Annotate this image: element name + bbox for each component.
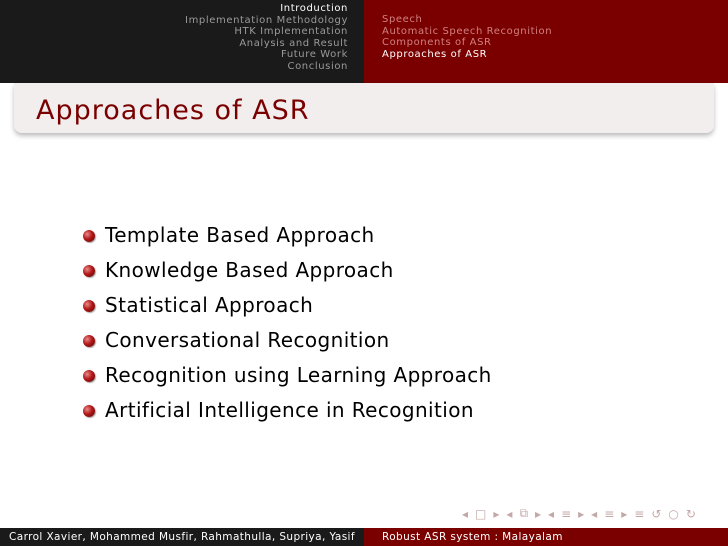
bullet-text: Template Based Approach bbox=[105, 223, 375, 247]
nav-section-htk-implementation[interactable]: HTK Implementation bbox=[234, 26, 348, 38]
align-icon[interactable]: ≡ bbox=[634, 506, 645, 521]
subsection-icon[interactable]: ≡ bbox=[561, 506, 572, 521]
slide-icon[interactable]: □ bbox=[475, 506, 487, 521]
bullet-item bbox=[80, 395, 492, 430]
search-icon[interactable]: ○ bbox=[668, 506, 679, 521]
nav-subsection-approaches[interactable]: Approaches of ASR bbox=[382, 48, 488, 60]
bullet-icon bbox=[83, 335, 95, 347]
search-forward-icon[interactable]: ↻ bbox=[685, 506, 696, 521]
frame-icon[interactable]: ⧉ bbox=[519, 506, 529, 520]
slide-prev-icon[interactable]: ◂ bbox=[462, 506, 469, 521]
nav-subsection-components[interactable]: Components of ASR bbox=[382, 37, 492, 49]
footer-authors: Carrol Xavier, Mohammed Musfir, Rahmathulla, Supriya, Yasif bbox=[0, 528, 364, 546]
header-nav bbox=[0, 0, 728, 83]
bullet-icon bbox=[83, 230, 95, 242]
nav-section-implementation-methodology[interactable]: Implementation Methodology bbox=[185, 14, 348, 26]
bullet-icon bbox=[83, 405, 95, 417]
bullet-item bbox=[80, 325, 492, 360]
bullet-icon bbox=[83, 265, 95, 277]
bullet-item bbox=[80, 220, 492, 255]
bullet-icon bbox=[83, 300, 95, 312]
nav-subsection-asr[interactable]: Automatic Speech Recognition bbox=[382, 25, 553, 37]
bullet-list bbox=[80, 220, 492, 430]
subsection-nav bbox=[364, 0, 728, 83]
frame-title-bar bbox=[14, 83, 714, 133]
frame-next-icon[interactable]: ▸ bbox=[535, 506, 542, 521]
section-prev-icon[interactable]: ◂ bbox=[591, 506, 598, 521]
bullet-text: Artificial Intelligence in Recognition bbox=[105, 398, 474, 422]
bullet-text: Recognition using Learning Approach bbox=[105, 363, 492, 387]
frame-prev-icon[interactable]: ◂ bbox=[506, 506, 513, 521]
footer-short-title: Robust ASR system : Malayalam bbox=[364, 528, 728, 546]
bullet-text: Statistical Approach bbox=[105, 293, 314, 317]
subsection-next-icon[interactable]: ▸ bbox=[578, 506, 585, 521]
bullet-icon bbox=[83, 370, 95, 382]
bullet-item bbox=[80, 290, 492, 325]
bullet-text: Knowledge Based Approach bbox=[105, 258, 394, 282]
section-nav bbox=[0, 0, 364, 83]
subsection-prev-icon[interactable]: ◂ bbox=[548, 506, 555, 521]
search-back-icon[interactable]: ↺ bbox=[651, 506, 662, 521]
beamer-nav-symbols bbox=[462, 506, 696, 521]
nav-subsection-speech[interactable]: Speech bbox=[382, 14, 423, 25]
nav-section-conclusion[interactable]: Conclusion bbox=[287, 60, 348, 72]
frame-title: Approaches of ASR bbox=[36, 95, 310, 126]
section-icon[interactable]: ≡ bbox=[604, 506, 615, 521]
section-next-icon[interactable]: ▸ bbox=[621, 506, 628, 521]
bullet-item bbox=[80, 360, 492, 395]
nav-section-future-work[interactable]: Future Work bbox=[281, 49, 348, 61]
bullet-text: Conversational Recognition bbox=[105, 328, 390, 352]
nav-section-introduction[interactable]: Introduction bbox=[280, 3, 348, 14]
nav-section-analysis-and-result[interactable]: Analysis and Result bbox=[239, 37, 348, 49]
footer bbox=[0, 528, 728, 546]
slide-next-icon[interactable]: ▸ bbox=[493, 506, 500, 521]
bullet-item bbox=[80, 255, 492, 290]
